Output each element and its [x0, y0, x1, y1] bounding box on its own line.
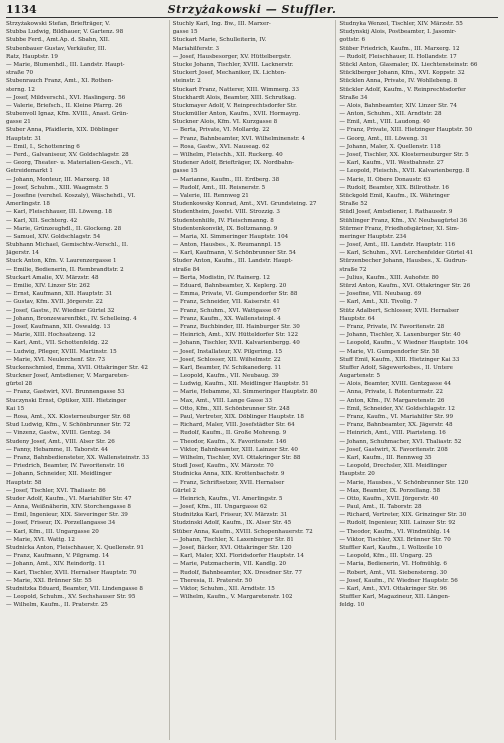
directory-entry-line: Jägerstr. 14	[6, 250, 39, 257]
directory-entry-line: — Theodor, Kaufm., VI. Windmühlg. 14	[339, 528, 451, 535]
directory-entry-line: Studnitzka Eduard, Beamter, VII. Lindengasse 8	[6, 585, 143, 592]
directory-entry-line: Stubba Ludwig, Bildhauer, V. Gartenz. 98	[6, 29, 124, 36]
directory-entry-line: Stuber Anna, Pfaidlerin, XIX. Döblinger	[6, 127, 119, 134]
directory-entry-line: — Otto, Kaufm., XVII. Jörgerstr. 40	[339, 495, 439, 502]
directory-entry-line: gürtel 28	[6, 381, 33, 388]
directory-entry-line: feldg. 10	[339, 602, 365, 609]
directory-entry-line: — Marie, XIII. Hochsatzeng. 12	[6, 332, 96, 339]
directory-entry-line: — Rudolf, Beamter, XIX. Billrothstr. 16	[339, 184, 449, 191]
directory-entry-line: Stüber Anna, Kaufm., XVIII. Schopenhauerstr. 72	[172, 528, 313, 535]
directory-entry-line: — Leopold, Kfm., III. Ungarg. 25	[339, 553, 433, 560]
directory-entry-line: — Franz, Kaufm., XX. Wallensteinpl. 4	[172, 315, 281, 322]
directory-entry-line: Studl Josef, Kaufm., XV. Märzstr. 70	[172, 463, 274, 470]
directory-entry-line: gottstr. 6	[339, 37, 366, 44]
directory-entry-line: Stückgold Emil, Kaufm., IX. Währinger	[339, 192, 450, 199]
directory-entry-line: — Johann, Amt., XIV. Reindorfg. 11	[6, 561, 106, 568]
directory-entry-line: — Franz, Private, IV. Favoritenstr. 28	[339, 323, 445, 330]
directory-entry-line: — Karl, Tischler, XVII. Hernalser Hauptstr. 70	[6, 569, 137, 576]
directory-entry-line: Studnicka Anton, Fleischhauer, X. Quellenstr. 91	[6, 545, 144, 551]
directory-entry-line: — Emil, Amt., VIII. Laudong. 40	[339, 119, 430, 126]
directory-entry-line: Stuchly Karl, Ing. Bw., III. Marxer-	[172, 21, 271, 27]
directory-entry-line: — Josef, Schlosser, XII. Wilhelmstr. 22	[172, 356, 281, 363]
directory-entry-line: — Josefine (verehel. Koszaly), Wäschehdl., VI.	[6, 192, 136, 199]
directory-entry-line: — Johann, Tischler, XVII. Kalvarienbergg. 40	[172, 340, 300, 347]
directory-entry-line: — Fanny, Hebamme, II. Taborstr. 44	[6, 446, 109, 453]
directory-entry-line: Straße 34	[339, 94, 368, 101]
directory-entry-line: Stubenrauch Franz, Amt., XI. Rothen-	[6, 78, 114, 85]
directory-entry-line: Studentheim, Josefst. VIII. Strozzig. 3	[172, 209, 280, 216]
directory-entry-line: Stud Ludwig, Kfm., V. Schönbrunner Str. 72	[6, 422, 131, 429]
directory-entry-line: Stuffer Adolf, Sägewerksbes., II. Untere	[339, 364, 453, 371]
directory-entry-line: — Rosa, Amt., XX. Klosterneuburger Str. 68	[6, 414, 131, 420]
directory-entry-line: — Josef, Mildverschl., XVI. Haslingerg. 56	[6, 94, 126, 101]
directory-entry-line: Stuckmayer Adolf, V. Reinprechtsdorfer Str.	[172, 102, 297, 109]
directory-entry-line: — Anton, Schuhm., XII. Arndtstr. 28	[339, 111, 442, 118]
directory-entry-line: — Paul, Vertreter, XIX. Döblinger Hauptstr. 18	[172, 414, 304, 420]
directory-entry-line: — Josef, Kaufmann, XII. Oswaldg. 13	[6, 323, 111, 330]
directory-entry-line: — Paul, Amt., II. Taborstr. 28	[339, 504, 422, 511]
directory-entry-line: — Josef, Friseur, IX. Porzellangasse 34	[6, 520, 116, 527]
directory-entry-line: — Alois, Beamter, XVIII. Gentzgasse 44	[339, 381, 452, 388]
column-left	[6, 20, 165, 740]
directory-entry-line: — Franz, Bahnbeamter, XVI. Wilhelminenstr. 4	[172, 135, 306, 142]
directory-entry-line: Hauptstr. 58	[6, 479, 42, 486]
directory-entry-line: — Richard, Maler, VIII. Josefstädter Str. 64	[172, 422, 295, 429]
directory-entry-line: — Berta, Modistin, IV. Rainerg. 12	[172, 274, 270, 281]
directory-entry-line: — Viktor, Bahnbeamter, XIII. Lainzer Str. 40	[172, 446, 298, 453]
directory-entry-line: — Johann, Schneider, XII. Meidlinger	[6, 471, 112, 478]
directory-entry-line: Studentenkonvikt, IX. Boltzmanng. 9	[172, 225, 278, 232]
directory-entry-line: — Karl, Schuhm., XVI. Lerchenfelder Gürtel 41	[339, 250, 474, 257]
directory-entry-line: Mariahilferstr. 3	[172, 45, 220, 52]
directory-entry-line: — Marie, II. Obere Donaustr. 63	[339, 176, 431, 183]
directory-entry-line: — Leopold, Drechsler, XII. Meidlinger	[339, 463, 447, 470]
directory-entry-line: Hauptstr. 31	[6, 135, 42, 142]
directory-entry-line: — Josef, Bäcker, XVI. Ottakringer Str. 120	[172, 545, 292, 551]
directory-entry-line: Kai 15	[6, 405, 25, 412]
directory-entry-line: — Richard, Vertreter, XIX. Grinzinger Str. 30	[339, 512, 467, 519]
directory-entry-line: — Karl, Maler, XXI. Floridsdorfer Hauptstr. 14	[172, 553, 304, 560]
directory-entry-line: — Josefine, VII. Neubaug. 69	[339, 291, 422, 298]
directory-entry-line: Studnyka Wenzel, Tischler, XIV. Märzstr. 55	[339, 21, 463, 27]
directory-entry-line: — Rudolf, Amt., III. Reisnerstr. 5	[172, 184, 266, 191]
directory-entry-line: Studeny Josef, Amt., VIII. Alser Str. 26	[6, 438, 115, 445]
directory-entry-line: straße 84	[172, 266, 200, 273]
directory-entry-line: — Marie, Putzmacherin, VII. Kandlg. 20	[172, 561, 287, 568]
directory-entry-line: Strzyżakowski Stefan, Briefträger, V.	[6, 21, 111, 27]
directory-entry-line: — Emil, Ingenieur, XIX. Sieveringer Str. 39	[6, 512, 128, 519]
directory-entry-line: Stuckhardt Alois, Beamter, XIII. Schrutkag.	[172, 94, 297, 101]
directory-entry-line: — Josef, Tischler, XX. Klosterneuburger Str. 5	[339, 152, 469, 158]
directory-entry-line: — Josef, Gastwirt, X. Favoritenstr. 208	[339, 446, 448, 453]
directory-entry-line: Studentenhilfe, IV. Fleischmanng. 8	[172, 217, 274, 224]
directory-entry-line: Stücklen Anna, Private, IV. Wohllebeng. 8	[339, 78, 458, 85]
directory-entry-line: — Anna, Weißnäherin, XIV. Storchengasse 8	[6, 504, 131, 511]
directory-entry-line: — Emma, Private, VI. Gumpendorfer Str. 88	[172, 291, 298, 298]
directory-entry-line: Augartenstr. 5	[339, 373, 381, 380]
directory-entry-line: Studzinski Adolf, Kaufm., IX. Alser Str. 45	[172, 520, 292, 527]
column-middle	[169, 20, 332, 740]
directory-entry-line: — Max, Beamter, IX. Porzellang. 58	[339, 487, 441, 494]
directory-entry-line: Gürtel 2	[172, 487, 197, 494]
directory-entry-line: Stuck Anton, Kfm. V. Laurenzergasse 1	[6, 258, 117, 265]
directory-entry-line: — Josef, Schuhm., XIII. Waagmstr. 5	[6, 184, 109, 191]
directory-entry-line: gasse 15	[172, 29, 198, 36]
directory-entry-line: — Georg, Theater- u. Materialien-Gesch., VI.	[6, 160, 133, 167]
directory-entry-line: — Wilhelm, Kaufm., V. Margaretenstr. 102	[172, 594, 293, 601]
directory-entry-line: — Marie, XVI. Wattg. 12	[6, 536, 75, 543]
directory-entry-line: — Rudolf, Bahnbeamter, XX. Dresdner Str. 77	[172, 569, 302, 576]
directory-entry-line: — Marie, Grünzeughdl., II. Glockeng. 28	[6, 225, 122, 232]
directory-entry-line: — Karl, Kaufm., VII. Westbahnstr. 27	[339, 160, 444, 167]
directory-entry-line: — Julius, Kaufm., XIII. Auhofstr. 80	[339, 274, 439, 281]
directory-entry-line: — Franz, Private, XIII. Hietzinger Hauptstr. 50	[339, 127, 473, 134]
directory-entry-line: Stürzl Anton, Kaufm., XVI. Ottakringer Str. 26	[339, 283, 471, 289]
directory-entry-line: — Johann, Bronzewarenfbkt., IV. Schelleing. 4	[6, 315, 137, 322]
directory-entry-line: Studnicka Anna, XIX. Krottenbachstr. 9	[172, 471, 285, 478]
directory-entry-line: — Rosa, Gastw., XVI. Nauseag. 62	[172, 143, 270, 150]
directory-entry-line: Stuckart Amalie, XV. Märzstr. 48	[6, 274, 99, 281]
directory-entry-line: — Valerie, III. Rennweg 21	[172, 192, 249, 199]
directory-entry-line: Studer Adolf, Kaufm., VI. Mariahilfer Str. 47	[6, 495, 132, 502]
running-head: Strzyżakowski — Stuffler.	[167, 3, 337, 16]
directory-entry-line: straße 70	[6, 70, 34, 77]
directory-entry-line: steinstr. 2	[172, 78, 201, 85]
directory-entry-line: — Gustav, Kfm. XVII. Jörgerstr. 22	[6, 299, 103, 306]
directory-entry-line: — Anton, Kfm., IV. Margaretenstr. 26	[339, 397, 445, 404]
directory-entry-line: — Josef, Amt., III. Landstr. Hauptstr. 116	[339, 242, 456, 249]
directory-entry-line: — Ferd., Galvaniseur, XV. Goldschlagstr. 28	[6, 152, 129, 158]
directory-entry-line: — Max, Amt., VIII. Lange Gasse 33	[172, 397, 273, 404]
directory-entry-line: Stubbe Ferd., Amt.Ap. d. Sbahn, XII.	[6, 37, 110, 44]
directory-entry-line: — Marie, Hausbes., V. Schönbrunner Str. 120	[339, 479, 469, 486]
directory-entry-line: — Wilhelm, Fleischh., XII. Ruckerg. 40	[172, 152, 283, 158]
directory-entry-line: Stückl Anton, Glasmaler, IX. Liechtensteinstr. 66	[339, 61, 478, 68]
directory-entry-line: — Karl, Amt., XII. Tivolig. 7	[339, 299, 418, 306]
directory-entry-line: — Emilie, Bedienerin, II. Rembrandtstr. 2	[6, 266, 124, 273]
directory-entry-line: — Rudolf, Kaufm., II. Große Mohreng. 9	[172, 430, 287, 437]
directory-entry-line: Stuczynski Ernst, Optiker, XIII. Hietzinger	[6, 397, 127, 404]
directory-entry-line: Stücklberger Johann, Kfm., XVI. Koppstr. 32	[339, 70, 465, 77]
directory-entry-line: Studenkowsky Konrad, Amt., XVI. Grundsteing. 27	[172, 201, 317, 208]
directory-entry-line: — Wilhelm, Tischler, XVI. Ottakringer Str. 88	[172, 454, 301, 461]
directory-entry-line: — Marie, XXI. Brünner Str. 55	[6, 577, 92, 584]
directory-entry-line: — Karl, Kaufm., III. Rennweg 35	[339, 454, 432, 461]
directory-entry-line: — Maria, Bedienerin, VI. Hofmühlg. 6	[339, 561, 447, 568]
directory-entry-line: — Heinrich, Amt., XIV. Hütteldorfer Str. 122	[172, 332, 299, 339]
directory-entry-line: Stubenvoll Ignaz, Kfm. XVIII., Anast. Grün-	[6, 111, 129, 118]
directory-entry-line: — Robert, Amt., VII. Siebensterng. 30	[339, 569, 447, 576]
directory-entry-line: — Johann, Schuhmacher, XVI. Thaliastr. 52	[339, 438, 462, 445]
directory-entry-line: — Maria, XI. Simmeringer Hauptstr. 104	[172, 233, 289, 240]
directory-entry-line: — Eduard, Bahnbeamter, X. Keplerg. 20	[172, 283, 287, 289]
directory-entry-line: Amerlingstr. 18	[6, 201, 50, 208]
directory-entry-line: — Franz, Buchbinder, III. Hainburger Str. 30	[172, 323, 300, 330]
directory-entry-line: Stüber Friedrich, Kaufm., III. Marxerg. 12	[339, 45, 460, 52]
directory-entry-line: Ratz, Hauptstr. 19	[6, 53, 58, 60]
directory-entry-line: Stubenbauer Gustav, Verkäufer, III.	[6, 45, 107, 52]
directory-entry-line: — Leopold, Kaufm., V. Wiedner Hauptstr. 104	[339, 340, 469, 347]
directory-entry-line: — Samuel, XIV. Goldschlagstr. 54	[6, 233, 101, 240]
directory-entry-line: — Leopold, Schuhm., XV. Sechshauser Str. 95	[6, 594, 136, 601]
directory-entry-line: — Franz, Gastwirt, XVI. Brunnengasse 53	[6, 389, 125, 396]
directory-entry-line: — Johann, Tischler, X. Laxenburger Str. 81	[172, 536, 294, 543]
directory-entry-line: — Heinrich, Amt., VIII. Piaristeng. 16	[339, 430, 446, 437]
directory-entry-line: Stütz Adalbert, Schlosser, XVII. Hernalser	[339, 307, 459, 314]
directory-entry-line: — Rudolf, Fleischhauer, II. Hollandstr. 17	[339, 53, 457, 60]
directory-entry-line: — Franz, Schriftsetzer, XVII. Hernalser	[172, 479, 285, 486]
directory-entry-line: meringer Hauptstr. 234	[339, 233, 407, 240]
directory-entry-line: — Karl, XII. Sechterg. 42	[6, 217, 78, 224]
directory-entry-line: Stuckner Alois, Kfm. VI. Kurzgasse 8	[172, 119, 278, 126]
directory-entry-line: — Emilie, XIV. Linzer Str. 262	[6, 283, 90, 289]
directory-entry-line: — Johann, Monteur, III. Marxerg. 18	[6, 176, 110, 183]
directory-entry-line: — Theodor, Kaufm., X. Favoritenstr. 146	[172, 438, 287, 445]
directory-entry-line: — Leopold, Fleischh., XVII. Kalvarienbergg. 8	[339, 168, 470, 175]
directory-entry-line: Studynskij Alois, Postbeamter, I. Jasomir-	[339, 29, 457, 36]
directory-entry-line: — Friedrich, Beamter, IV. Favoritenstr. 16	[6, 463, 125, 470]
directory-entry-line: — Emil, I., Schottenring 6	[6, 143, 80, 150]
directory-entry-line: — Otto, Kfm., XII. Schönbrunner Str. 248	[172, 405, 290, 412]
directory-entry-line: — Marie, Blumenhdl., III. Landstr. Haupt-	[6, 61, 125, 68]
directory-entry-line: Stückler Adolf, Kaufm., V. Reinprechtsdorfer	[339, 86, 466, 93]
directory-entry-line: — Anna, Private, I. Rotenturmstr. 22	[339, 389, 443, 396]
directory-entry-line: gasse 21	[6, 119, 31, 126]
directory-entry-line: Stubhann Michael, Gemischtw.-Verschl., II.	[6, 242, 128, 249]
entry-columns	[6, 20, 498, 740]
directory-entry-line: — Franz, Kaufmann, V. Pilgramg. 14	[6, 553, 110, 560]
directory-entry-line: Stuckert Josef, Mechaniker, IX. Lichten-	[172, 70, 286, 77]
directory-entry-line: — Viktor, Tischler, XXI. Brünner Str. 70	[339, 536, 451, 543]
directory-entry-line: — Karl, Amt., VII. Schottenfeldg. 22	[6, 340, 109, 347]
directory-entry-line: — Marianne, Kaufm., III. Erdberg. 38	[172, 176, 280, 183]
directory-entry-line: — Karl, Kaufmann, V. Schönbrunner Str. 54	[172, 250, 296, 257]
directory-entry-line: — Ernst, Kaufmann, XII. Hauptstr. 31	[6, 291, 113, 298]
directory-entry-line: Stuffler Karl, Kaufm., I. Wollzeile 10	[339, 545, 443, 551]
directory-entry-line: Hauptstr. 64	[339, 315, 375, 322]
directory-entry-line: Getreidemarkt 1	[6, 168, 53, 175]
directory-entry-line: — Josef, Gastw., IV. Wiedner Gürtel 32	[6, 307, 115, 314]
directory-entry-line: — Theresia, II. Praterstr. 50	[172, 577, 253, 584]
directory-entry-line: Stuckenschmied, Emma, XVII. Ottakringer Str. 42	[6, 364, 148, 371]
directory-entry-line: — Marie, XVI. Neulerchenf. Str. 73	[6, 356, 106, 363]
directory-entry-line: Stucke Johann, Tischler, XVIII. Lacknerstr.	[172, 61, 294, 68]
page-number: 1134	[6, 3, 37, 16]
directory-entry-line: — Leopold, Kaufm., VII. Neubaug. 39	[172, 373, 279, 380]
directory-entry-line: Stürzenbecher Johann, Hausbes., X. Gudrun-	[339, 258, 468, 265]
directory-entry-line: Stuckart Marie, Schulleiterin, IV.	[172, 37, 267, 44]
directory-entry-line: — Johann, Tischler, X. Laxenburger Str. 40	[339, 332, 461, 339]
directory-entry-line: — Karl, Kfm., III. Ungargasse 20	[6, 528, 99, 535]
directory-entry-line: — Franz, Schneider, VII. Kaiserstr. 41	[172, 299, 280, 306]
directory-entry-line: — Wilhelm, Kaufm., II. Praterstr. 25	[6, 602, 108, 609]
directory-entry-line: gasse 15	[172, 168, 198, 175]
directory-entry-line: — Karl, Beamter, IV. Schikanederg. 11	[172, 364, 282, 371]
directory-entry-line: — Vinzenz, Gastw., XVIII. Gentzg. 34	[6, 430, 111, 437]
directory-entry-line: — Marie, VI. Gumpendorfer Str. 58	[339, 348, 440, 355]
directory-entry-line: Stüdl Josef, Amtsdiener, I. Rathausstr. 9	[339, 209, 453, 216]
directory-entry-line: Stuckner Josef, Amtsdiener, V. Margareten-	[6, 373, 129, 380]
directory-entry-line: sterng. 12	[6, 86, 35, 93]
directory-entry-line: Stürmer Franz, Friedhofsgärtner, XI. Sim-	[339, 225, 459, 232]
directory-entry-line: straße 72	[339, 266, 367, 273]
directory-entry-line: — Georg, Amt., III. Löweng. 31	[339, 135, 428, 142]
directory-entry-line: — Franz, Kaufm., VI. Mariahilfer Str. 99	[339, 414, 454, 420]
directory-entry-line: Stuff Emil, Kaufm., XIII. Hietzinger Kai 33	[339, 356, 460, 363]
column-right	[335, 20, 498, 740]
directory-entry-line: — Heinrich, Kaufm., VI. Amerlingstr. 5	[172, 495, 283, 502]
directory-entry-line: Straße 52	[339, 201, 368, 208]
directory-entry-line: — Ludwig, Pfleger, XVIII. Martinstr. 15	[6, 348, 117, 355]
directory-entry-line: Stuckmüller Anton, Kaufm., XVII. Hormayrg.	[172, 111, 301, 118]
directory-entry-line: — Franz, Schuhm., XVI. Wattgasse 67	[172, 307, 281, 314]
directory-entry-line: — Josef, Hausbesorger, XV. Hüttelbergstr.	[172, 53, 292, 60]
directory-entry-line: — Karl, Fleischhauer, III. Löweng. 18	[6, 209, 112, 216]
directory-entry-line: — Alois, Bahnbeamter, XIV. Linzer Str. 74	[339, 102, 457, 109]
directory-entry-line: Studer Anton, Kaufm., III. Landstr. Haupt-	[172, 258, 293, 265]
directory-entry-line: Studnitzka Karl, Friseur, XV. Märzstr. 31	[172, 512, 288, 519]
directory-entry-line: Hauptstr. 20	[339, 471, 375, 478]
directory-entry-line: — Berta, Private, VI. Mollardg. 22	[172, 127, 270, 134]
header-rule	[6, 17, 498, 18]
directory-entry-line: — Josef, Installateur, XV. Pilgerimg. 15	[172, 348, 283, 355]
directory-entry-line: — Franz, Bahnbediensteter, XX. Wallensteinstr. 33	[6, 454, 150, 461]
directory-entry-line: — Emil, Schneider, XV. Goldschlagstr. 12	[339, 405, 455, 412]
directory-entry-line: — Ludwig, Kaufm., XII. Meidlinger Hauptstr. 51	[172, 381, 309, 388]
directory-entry-line: Stuffler Karl, Magazineur, XII. Längen-	[339, 594, 450, 601]
directory-entry-line: Studener Adolf, Briefträger, IX. Nordbahn-	[172, 160, 294, 167]
directory-entry-line: — Viktor, Schuhm., XII. Arndtstr. 15	[172, 585, 275, 592]
directory-entry-line: — Valerie, Briefsch., II. Kleine Pfarrg. 26	[6, 102, 123, 109]
directory-entry-line: — Josef, Tischler, XVI. Thaliastr. 86	[6, 487, 106, 494]
directory-entry-line: Stühlinger Franz, Kfm., XV. Neubaugürtel 36	[339, 217, 468, 224]
directory-entry-line: — Marie, Hebamme, XI. Simmeringer Hauptstr. 80	[172, 389, 318, 396]
directory-entry-line: — Josef, Kaufm., IV. Wiedner Hauptstr. 56	[339, 577, 458, 584]
directory-entry-line: — Franz, Bahnbeamter, XX. Jägerstr. 48	[339, 422, 453, 429]
directory-entry-line: — Josef, Kfm., III. Ungargasse 62	[172, 504, 268, 511]
directory-entry-line: — Anton, Hausbes., X. Reumannpl. 15	[172, 242, 281, 249]
directory-entry-line: — Rudolf, Ingenieur, XIII. Lainzer Str. 92	[339, 520, 456, 527]
directory-entry-line: — Karl, Amt., XVI. Ottakringer Str. 96	[339, 585, 447, 592]
directory-entry-line: Stuckart Franz, Natterer, XIII. Wimmerg. 33	[172, 86, 299, 93]
directory-entry-line: — Johann, Maler, X. Quellenstr. 118	[339, 143, 441, 150]
